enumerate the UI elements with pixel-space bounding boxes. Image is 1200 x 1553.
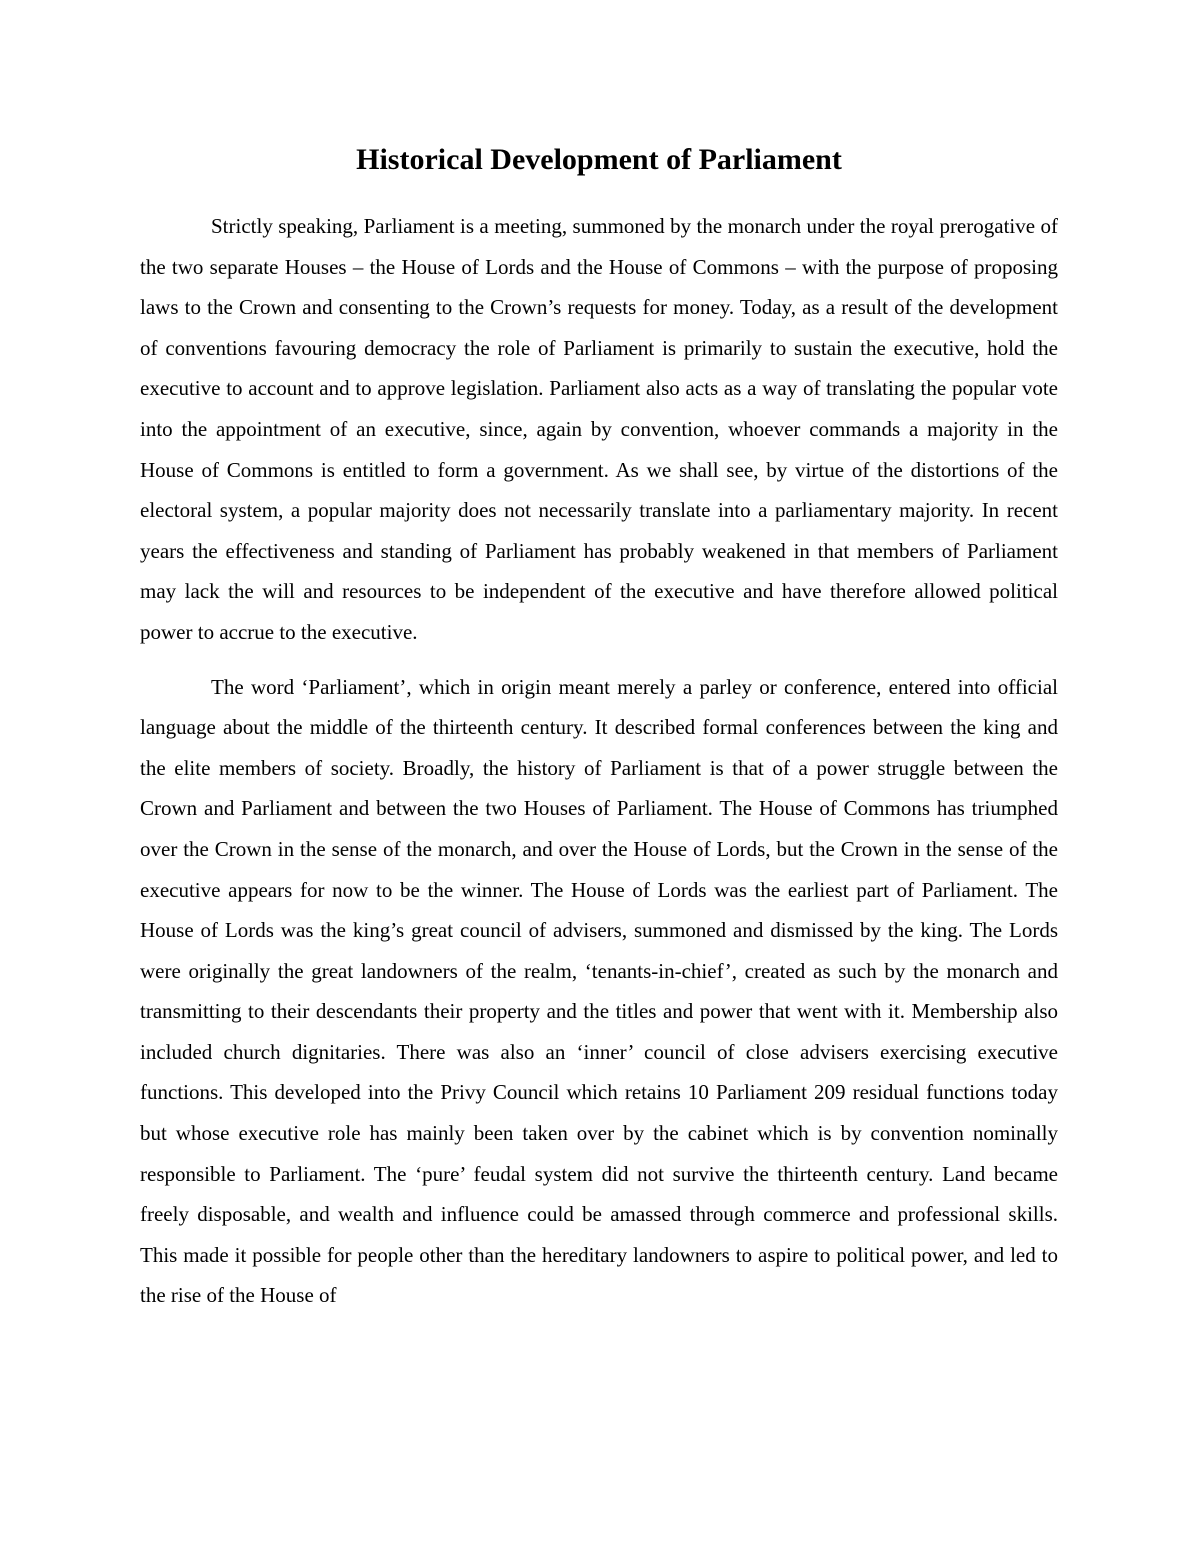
paragraph-1: Strictly speaking, Parliament is a meeting, summoned by the monarch under the royal prerogative of the two separate Houses – the House of Lords and the House of Commons – with the purpose of proposing laws to the Crown and consenting to the Crown’s requests for money. Today, as a result of the development of conventions favouring democracy the role of Parliament is primarily to sustain the executive, hold the executive to account and to approve legislation. Parliament also acts as a way of translating the popular vote into the appointment of an executive, since, again by convention, whoever commands a majority in the House of Commons is entitled to form a government. As we shall see, by virtue of the distortions of the electoral system, a popular majority does not necessarily translate into a parliamentary majority. In recent years the effectiveness and standing of Parliament has probably weakened in that members of Parliament may lack the will and resources to be independent of the executive and have therefore allowed political power to accrue to the executive.: [140, 214, 1058, 644]
document-body: [140, 206, 1058, 1330]
document-title: Historical Development of Parliament: [356, 143, 842, 176]
paragraph-2: The word ‘Parliament’, which in origin meant merely a parley or conference, entered into official language about the middle of the thirteenth century. It described formal conferences between the king and the elite members of society. Broadly, the history of Parliament is that of a power struggle between the Crown and Parliament and between the two Houses of Parliament. The House of Commons has triumphed over the Crown in the sense of the monarch, and over the House of Lords, but the Crown in the sense of the executive appears for now to be the winner. The House of Lords was the earliest part of Parliament. The House of Lords was the king’s great council of advisers, summoned and dismissed by the king. The Lords were originally the great landowners of the realm, ‘tenants-in-chief’, created as such by the monarch and transmitting to their descendants their property and the titles and power that went with it. Membership also included church dignitaries. There was also an ‘inner’ council of close advisers exercising executive functions. This developed into the Privy Council which retains 10 Parliament 209 residual functions today but whose executive role has mainly been taken over by the cabinet which is by convention nominally responsible to Parliament. The ‘pure’ feudal system did not survive the thirteenth century. Land became freely disposable, and wealth and influence could be amassed through commerce and professional skills. This made it possible for people other than the hereditary landowners to aspire to political power, and led to the rise of the House of: [140, 674, 1058, 1308]
